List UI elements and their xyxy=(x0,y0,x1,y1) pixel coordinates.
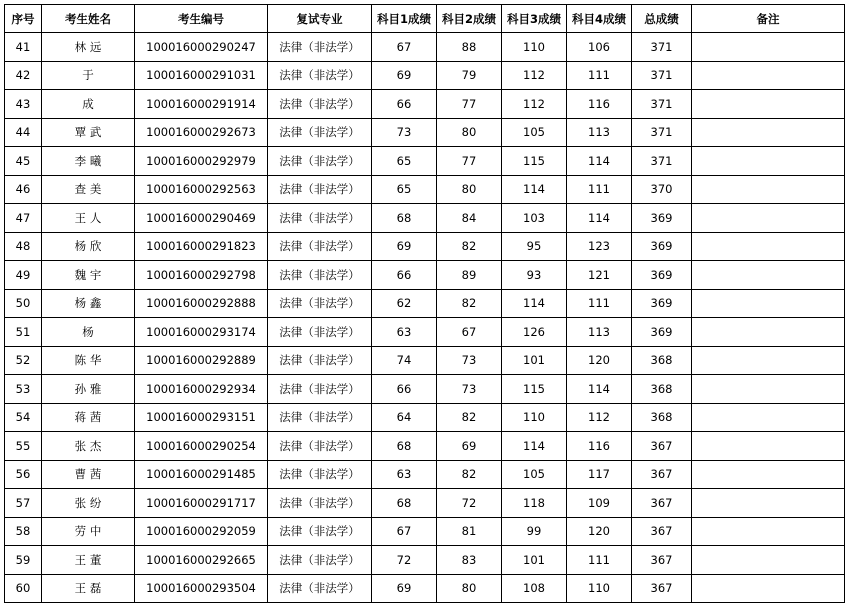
score2-cell: 67 xyxy=(437,318,502,347)
major-cell: 法律（非法学） xyxy=(268,489,372,518)
serial-cell: 55 xyxy=(5,432,42,461)
score3-cell: 110 xyxy=(502,33,567,62)
score3-cell: 99 xyxy=(502,517,567,546)
name-cell: 陈 华 xyxy=(42,346,135,375)
id-cell: 100016000293174 xyxy=(135,318,268,347)
total-cell: 367 xyxy=(632,432,692,461)
header-id: 考生编号 xyxy=(135,5,268,33)
table-row xyxy=(5,90,845,119)
remark-cell xyxy=(692,204,845,233)
table-row xyxy=(5,261,845,290)
total-cell: 367 xyxy=(632,574,692,603)
score1-cell: 72 xyxy=(372,546,437,575)
remark-cell xyxy=(692,232,845,261)
name-cell: 张 杰 xyxy=(42,432,135,461)
score3-cell: 112 xyxy=(502,61,567,90)
score2-cell: 82 xyxy=(437,232,502,261)
header-score3: 科目3成绩 xyxy=(502,5,567,33)
remark-cell xyxy=(692,574,845,603)
serial-cell: 48 xyxy=(5,232,42,261)
header-total: 总成绩 xyxy=(632,5,692,33)
name-cell: 魏 宇 xyxy=(42,261,135,290)
id-cell: 100016000290469 xyxy=(135,204,268,233)
header-serial: 序号 xyxy=(5,5,42,33)
remark-cell xyxy=(692,318,845,347)
score2-cell: 84 xyxy=(437,204,502,233)
serial-cell: 60 xyxy=(5,574,42,603)
id-cell: 100016000292934 xyxy=(135,375,268,404)
score4-cell: 117 xyxy=(567,460,632,489)
score1-cell: 64 xyxy=(372,403,437,432)
score3-cell: 105 xyxy=(502,118,567,147)
score-table xyxy=(4,4,845,603)
table-row xyxy=(5,118,845,147)
score2-cell: 83 xyxy=(437,546,502,575)
total-cell: 371 xyxy=(632,33,692,62)
total-cell: 371 xyxy=(632,147,692,176)
score4-cell: 120 xyxy=(567,346,632,375)
remark-cell xyxy=(692,147,845,176)
score2-cell: 82 xyxy=(437,403,502,432)
id-cell: 100016000291914 xyxy=(135,90,268,119)
id-cell: 100016000292889 xyxy=(135,346,268,375)
major-cell: 法律（非法学） xyxy=(268,375,372,404)
score3-cell: 114 xyxy=(502,432,567,461)
major-cell: 法律（非法学） xyxy=(268,517,372,546)
table-row xyxy=(5,175,845,204)
score2-cell: 82 xyxy=(437,460,502,489)
score2-cell: 80 xyxy=(437,118,502,147)
serial-cell: 49 xyxy=(5,261,42,290)
remark-cell xyxy=(692,546,845,575)
score4-cell: 111 xyxy=(567,289,632,318)
table-row xyxy=(5,460,845,489)
score4-cell: 121 xyxy=(567,261,632,290)
score1-cell: 68 xyxy=(372,432,437,461)
id-cell: 100016000292979 xyxy=(135,147,268,176)
score1-cell: 65 xyxy=(372,175,437,204)
remark-cell xyxy=(692,460,845,489)
score1-cell: 69 xyxy=(372,232,437,261)
score4-cell: 116 xyxy=(567,90,632,119)
score3-cell: 101 xyxy=(502,346,567,375)
score4-cell: 116 xyxy=(567,432,632,461)
name-cell: 杨 欣 xyxy=(42,232,135,261)
score2-cell: 80 xyxy=(437,574,502,603)
score4-cell: 113 xyxy=(567,118,632,147)
serial-cell: 58 xyxy=(5,517,42,546)
score2-cell: 89 xyxy=(437,261,502,290)
remark-cell xyxy=(692,403,845,432)
score4-cell: 111 xyxy=(567,546,632,575)
remark-cell xyxy=(692,118,845,147)
remark-cell xyxy=(692,489,845,518)
table-row xyxy=(5,204,845,233)
id-cell: 100016000293151 xyxy=(135,403,268,432)
major-cell: 法律（非法学） xyxy=(268,204,372,233)
header-score1: 科目1成绩 xyxy=(372,5,437,33)
score1-cell: 65 xyxy=(372,147,437,176)
score4-cell: 112 xyxy=(567,403,632,432)
table-row xyxy=(5,432,845,461)
serial-cell: 45 xyxy=(5,147,42,176)
header-score4: 科目4成绩 xyxy=(567,5,632,33)
score2-cell: 73 xyxy=(437,346,502,375)
id-cell: 100016000292673 xyxy=(135,118,268,147)
total-cell: 369 xyxy=(632,204,692,233)
major-cell: 法律（非法学） xyxy=(268,460,372,489)
serial-cell: 43 xyxy=(5,90,42,119)
score1-cell: 67 xyxy=(372,33,437,62)
name-cell: 成 xyxy=(42,90,135,119)
total-cell: 369 xyxy=(632,318,692,347)
total-cell: 368 xyxy=(632,346,692,375)
score2-cell: 88 xyxy=(437,33,502,62)
score1-cell: 74 xyxy=(372,346,437,375)
total-cell: 368 xyxy=(632,375,692,404)
remark-cell xyxy=(692,346,845,375)
major-cell: 法律（非法学） xyxy=(268,432,372,461)
score1-cell: 66 xyxy=(372,90,437,119)
remark-cell xyxy=(692,375,845,404)
total-cell: 369 xyxy=(632,289,692,318)
name-cell: 查 美 xyxy=(42,175,135,204)
serial-cell: 41 xyxy=(5,33,42,62)
id-cell: 100016000292563 xyxy=(135,175,268,204)
table-row xyxy=(5,232,845,261)
score3-cell: 110 xyxy=(502,403,567,432)
total-cell: 371 xyxy=(632,61,692,90)
score1-cell: 63 xyxy=(372,460,437,489)
score2-cell: 77 xyxy=(437,147,502,176)
score1-cell: 69 xyxy=(372,574,437,603)
score4-cell: 120 xyxy=(567,517,632,546)
total-cell: 367 xyxy=(632,489,692,518)
score3-cell: 95 xyxy=(502,232,567,261)
header-remark: 备注 xyxy=(692,5,845,33)
total-cell: 370 xyxy=(632,175,692,204)
serial-cell: 54 xyxy=(5,403,42,432)
major-cell: 法律（非法学） xyxy=(268,175,372,204)
score2-cell: 81 xyxy=(437,517,502,546)
score1-cell: 68 xyxy=(372,489,437,518)
score4-cell: 113 xyxy=(567,318,632,347)
name-cell: 覃 武 xyxy=(42,118,135,147)
score4-cell: 114 xyxy=(567,375,632,404)
name-cell: 王 董 xyxy=(42,546,135,575)
serial-cell: 59 xyxy=(5,546,42,575)
score4-cell: 114 xyxy=(567,204,632,233)
major-cell: 法律（非法学） xyxy=(268,346,372,375)
id-cell: 100016000292665 xyxy=(135,546,268,575)
name-cell: 张 纷 xyxy=(42,489,135,518)
score1-cell: 69 xyxy=(372,61,437,90)
score3-cell: 105 xyxy=(502,460,567,489)
score1-cell: 66 xyxy=(372,375,437,404)
table-row xyxy=(5,403,845,432)
name-cell: 李 曦 xyxy=(42,147,135,176)
score1-cell: 66 xyxy=(372,261,437,290)
score3-cell: 93 xyxy=(502,261,567,290)
name-cell: 于 xyxy=(42,61,135,90)
major-cell: 法律（非法学） xyxy=(268,261,372,290)
score2-cell: 73 xyxy=(437,375,502,404)
id-cell: 100016000290247 xyxy=(135,33,268,62)
remark-cell xyxy=(692,289,845,318)
header-major: 复试专业 xyxy=(268,5,372,33)
score2-cell: 79 xyxy=(437,61,502,90)
score3-cell: 114 xyxy=(502,289,567,318)
id-cell: 100016000293504 xyxy=(135,574,268,603)
name-cell: 杨 鑫 xyxy=(42,289,135,318)
table-row xyxy=(5,147,845,176)
serial-cell: 44 xyxy=(5,118,42,147)
table-row xyxy=(5,318,845,347)
score4-cell: 106 xyxy=(567,33,632,62)
remark-cell xyxy=(692,61,845,90)
serial-cell: 50 xyxy=(5,289,42,318)
score3-cell: 112 xyxy=(502,90,567,119)
score2-cell: 82 xyxy=(437,289,502,318)
major-cell: 法律（非法学） xyxy=(268,33,372,62)
score4-cell: 123 xyxy=(567,232,632,261)
name-cell: 曹 茜 xyxy=(42,460,135,489)
major-cell: 法律（非法学） xyxy=(268,574,372,603)
score3-cell: 108 xyxy=(502,574,567,603)
remark-cell xyxy=(692,175,845,204)
major-cell: 法律（非法学） xyxy=(268,147,372,176)
header-score2: 科目2成绩 xyxy=(437,5,502,33)
total-cell: 371 xyxy=(632,118,692,147)
header-row xyxy=(5,5,845,33)
major-cell: 法律（非法学） xyxy=(268,90,372,119)
remark-cell xyxy=(692,33,845,62)
id-cell: 100016000290254 xyxy=(135,432,268,461)
score3-cell: 126 xyxy=(502,318,567,347)
score4-cell: 110 xyxy=(567,574,632,603)
serial-cell: 46 xyxy=(5,175,42,204)
header-name: 考生姓名 xyxy=(42,5,135,33)
total-cell: 371 xyxy=(632,90,692,119)
score1-cell: 67 xyxy=(372,517,437,546)
score2-cell: 69 xyxy=(437,432,502,461)
score1-cell: 63 xyxy=(372,318,437,347)
remark-cell xyxy=(692,432,845,461)
id-cell: 100016000292888 xyxy=(135,289,268,318)
total-cell: 369 xyxy=(632,232,692,261)
score1-cell: 73 xyxy=(372,118,437,147)
name-cell: 王 人 xyxy=(42,204,135,233)
name-cell: 杨 xyxy=(42,318,135,347)
serial-cell: 47 xyxy=(5,204,42,233)
table-row xyxy=(5,346,845,375)
name-cell: 劳 中 xyxy=(42,517,135,546)
score4-cell: 109 xyxy=(567,489,632,518)
serial-cell: 57 xyxy=(5,489,42,518)
id-cell: 100016000291823 xyxy=(135,232,268,261)
table-row xyxy=(5,375,845,404)
score2-cell: 77 xyxy=(437,90,502,119)
id-cell: 100016000291485 xyxy=(135,460,268,489)
id-cell: 100016000291717 xyxy=(135,489,268,518)
major-cell: 法律（非法学） xyxy=(268,546,372,575)
total-cell: 369 xyxy=(632,261,692,290)
table-row xyxy=(5,517,845,546)
major-cell: 法律（非法学） xyxy=(268,232,372,261)
name-cell: 孙 雅 xyxy=(42,375,135,404)
table-row xyxy=(5,489,845,518)
score1-cell: 62 xyxy=(372,289,437,318)
major-cell: 法律（非法学） xyxy=(268,61,372,90)
major-cell: 法律（非法学） xyxy=(268,289,372,318)
remark-cell xyxy=(692,90,845,119)
total-cell: 368 xyxy=(632,403,692,432)
serial-cell: 42 xyxy=(5,61,42,90)
score1-cell: 68 xyxy=(372,204,437,233)
table-row xyxy=(5,33,845,62)
score2-cell: 72 xyxy=(437,489,502,518)
remark-cell xyxy=(692,261,845,290)
name-cell: 蒋 茜 xyxy=(42,403,135,432)
name-cell: 林 远 xyxy=(42,33,135,62)
score4-cell: 114 xyxy=(567,147,632,176)
serial-cell: 56 xyxy=(5,460,42,489)
table-row xyxy=(5,546,845,575)
serial-cell: 51 xyxy=(5,318,42,347)
name-cell: 王 磊 xyxy=(42,574,135,603)
score3-cell: 115 xyxy=(502,375,567,404)
total-cell: 367 xyxy=(632,546,692,575)
id-cell: 100016000292059 xyxy=(135,517,268,546)
total-cell: 367 xyxy=(632,460,692,489)
major-cell: 法律（非法学） xyxy=(268,318,372,347)
score4-cell: 111 xyxy=(567,61,632,90)
id-cell: 100016000292798 xyxy=(135,261,268,290)
total-cell: 367 xyxy=(632,517,692,546)
major-cell: 法律（非法学） xyxy=(268,118,372,147)
score3-cell: 103 xyxy=(502,204,567,233)
major-cell: 法律（非法学） xyxy=(268,403,372,432)
score3-cell: 115 xyxy=(502,147,567,176)
score3-cell: 114 xyxy=(502,175,567,204)
score3-cell: 101 xyxy=(502,546,567,575)
id-cell: 100016000291031 xyxy=(135,61,268,90)
remark-cell xyxy=(692,517,845,546)
score3-cell: 118 xyxy=(502,489,567,518)
table-row xyxy=(5,574,845,603)
score4-cell: 111 xyxy=(567,175,632,204)
score2-cell: 80 xyxy=(437,175,502,204)
serial-cell: 52 xyxy=(5,346,42,375)
table-row xyxy=(5,289,845,318)
serial-cell: 53 xyxy=(5,375,42,404)
table-row xyxy=(5,61,845,90)
